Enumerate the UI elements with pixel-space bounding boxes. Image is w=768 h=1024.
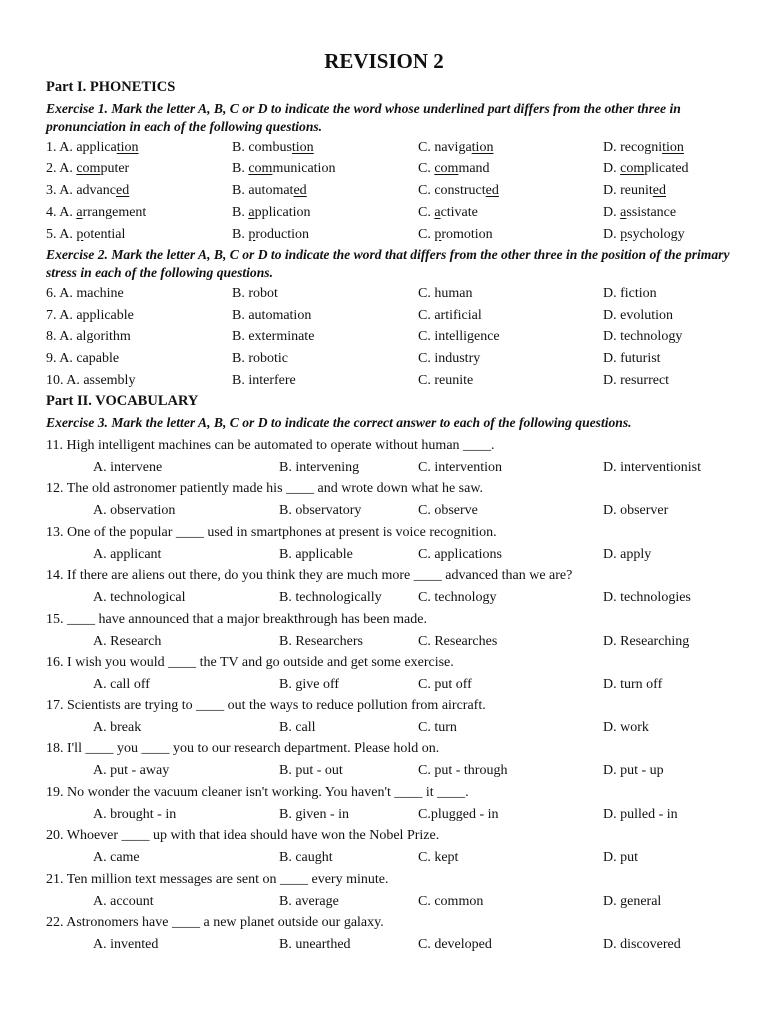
answer-option <box>46 159 129 179</box>
answer-option <box>46 225 125 245</box>
answer-option: A. invented <box>93 937 159 952</box>
options-row <box>0 545 768 565</box>
answer-option: D. futurist <box>603 351 661 366</box>
answer-option: A. technological <box>93 590 186 605</box>
underlined-sound: a <box>248 205 255 220</box>
answer-option: D. technology <box>603 329 683 344</box>
answer-option <box>232 138 314 158</box>
option-text: 3. A. <box>46 183 77 198</box>
answer-option: C. observe <box>418 503 478 518</box>
answer-option: 6. A. machine <box>46 286 124 301</box>
option-text: munication <box>272 161 336 176</box>
question-stem: 12. The old astronomer patiently made his ____ and wrote down what he saw. <box>46 481 484 496</box>
answer-option: D. turn off <box>603 677 663 692</box>
question-row <box>0 181 768 201</box>
answer-option: A. brought - in <box>93 807 177 822</box>
option-text: B. <box>232 227 249 242</box>
answer-option <box>418 138 493 158</box>
answer-option: D. resurrect <box>603 373 670 388</box>
underlined-sound: com <box>620 161 645 176</box>
option-text: applica <box>76 140 117 155</box>
answer-option <box>46 181 129 201</box>
answer-option: D. put <box>603 850 638 865</box>
option-text: C. <box>418 205 435 220</box>
answer-option: C. technology <box>418 590 497 605</box>
answer-option: B. Researchers <box>279 634 363 649</box>
underlined-sound: p <box>248 227 256 242</box>
option-text: D. <box>603 161 621 176</box>
answer-option <box>418 225 493 245</box>
answer-option: A. put - away <box>93 763 170 778</box>
answer-option: B. automation <box>232 308 312 323</box>
answer-option: C. intervention <box>418 460 502 475</box>
answer-option: 10. A. assembly <box>46 373 136 388</box>
question-row <box>0 371 768 391</box>
option-text: C. <box>418 183 435 198</box>
options-row <box>0 632 768 652</box>
answer-option: D. fiction <box>603 286 657 301</box>
section-heading: Part I. PHONETICS <box>46 79 176 95</box>
question-stem: 17. Scientists are trying to ____ out the ways to reduce pollution from aircraft. <box>46 698 486 713</box>
question-stem: 19. No wonder the vacuum cleaner isn't working. You haven't ____ it ____. <box>46 785 469 800</box>
option-text: pplication <box>254 205 311 220</box>
options-row <box>0 892 768 912</box>
option-text: B. <box>232 140 249 155</box>
answer-option: D. Researching <box>603 634 690 649</box>
underlined-sound: p <box>434 227 442 242</box>
answer-option: D. discovered <box>603 937 681 952</box>
answer-option: 8. A. algorithm <box>46 329 131 344</box>
answer-option: B. put - out <box>279 763 343 778</box>
question-stem: 11. High intelligent machines can be automated to operate without human ____. <box>46 438 495 453</box>
question-row <box>0 138 768 158</box>
option-text: plicated <box>644 161 689 176</box>
answer-option <box>418 181 499 201</box>
answer-option: B. intervening <box>279 460 360 475</box>
underlined-sound: ed <box>293 183 307 198</box>
section-heading: Part II. VOCABULARY <box>46 393 199 409</box>
answer-option: C. artificial <box>418 308 482 323</box>
option-text: combus <box>248 140 292 155</box>
underlined-sound: p <box>620 227 628 242</box>
answer-option <box>603 225 685 245</box>
answer-option: B. robot <box>232 286 278 301</box>
answer-option: B. caught <box>279 850 333 865</box>
underlined-sound: ed <box>652 183 666 198</box>
underlined-sound: com <box>248 161 273 176</box>
underlined-sound: ed <box>485 183 499 198</box>
options-row <box>0 935 768 955</box>
answer-option: B. observatory <box>279 503 362 518</box>
answer-option: A. Research <box>93 634 162 649</box>
option-text: D. <box>603 227 621 242</box>
answer-option: C. developed <box>418 937 492 952</box>
underlined-sound: tion <box>291 140 314 155</box>
question-row <box>0 159 768 179</box>
underlined-sound: p <box>76 227 84 242</box>
answer-option <box>418 159 490 179</box>
answer-option: C. turn <box>418 720 457 735</box>
answer-option: B. robotic <box>232 351 288 366</box>
option-text: naviga <box>434 140 472 155</box>
answer-option: C. reunite <box>418 373 474 388</box>
underlined-sound: tion <box>662 140 684 155</box>
question-stem: 16. I wish you would ____ the TV and go outside and get some exercise. <box>46 655 454 670</box>
question-stem: 18. I'll ____ you ____ you to our research department. Please hold on. <box>46 741 440 756</box>
answer-option: A. observation <box>93 503 176 518</box>
answer-option <box>418 203 478 223</box>
answer-option <box>232 159 335 179</box>
answer-option: C. human <box>418 286 473 301</box>
underlined-sound: com <box>434 161 459 176</box>
question-row <box>0 306 768 326</box>
options-row <box>0 458 768 478</box>
answer-option <box>603 203 676 223</box>
answer-option: B. give off <box>279 677 340 692</box>
options-row <box>0 675 768 695</box>
question-stem: 22. Astronomers have ____ a new planet outside our galaxy. <box>46 915 384 930</box>
answer-option: C. industry <box>418 351 481 366</box>
answer-option: C. applications <box>418 547 502 562</box>
option-text: roduction <box>255 227 309 242</box>
answer-option: D. pulled - in <box>603 807 678 822</box>
answer-option <box>603 159 689 179</box>
question-stem: 15. ____ have announced that a major breakthrough has been made. <box>46 612 427 627</box>
answer-option <box>232 203 311 223</box>
option-text: D. <box>603 183 621 198</box>
question-stem: 14. If there are aliens out there, do you think they are much more ____ advanced than we are? <box>46 568 573 583</box>
option-text: rrangement <box>82 205 147 220</box>
question-stem: 20. Whoever ____ up with that idea should have won the Nobel Prize. <box>46 828 440 843</box>
answer-option: A. account <box>93 894 154 909</box>
option-text: recogni <box>620 140 663 155</box>
answer-option <box>603 138 684 158</box>
answer-option: D. evolution <box>603 308 673 323</box>
answer-option <box>232 181 307 201</box>
option-text: C. <box>418 227 435 242</box>
question-stem: 13. One of the popular ____ used in smartphones at present is voice recognition. <box>46 525 497 540</box>
option-text: mand <box>458 161 490 176</box>
answer-option <box>46 203 146 223</box>
answer-option: A. break <box>93 720 142 735</box>
options-row <box>0 501 768 521</box>
answer-option <box>603 181 666 201</box>
question-row <box>0 349 768 369</box>
answer-option: B. applicable <box>279 547 353 562</box>
option-text: B. <box>232 183 249 198</box>
answer-option: C. intelligence <box>418 329 500 344</box>
options-row <box>0 718 768 738</box>
answer-option: 9. A. capable <box>46 351 120 366</box>
answer-option: C. common <box>418 894 484 909</box>
answer-option: D. apply <box>603 547 652 562</box>
exercise-instruction: Exercise 3. Mark the letter A, B, C or D to indicate the correct answer to each of the following questions. <box>46 415 632 430</box>
option-text: B. <box>232 161 249 176</box>
answer-option: B. interfere <box>232 373 296 388</box>
question-stem: 21. Ten million text messages are sent on ____ every minute. <box>46 872 389 887</box>
answer-option: C. kept <box>418 850 459 865</box>
answer-option: C. put - through <box>418 763 508 778</box>
underlined-sound: a <box>620 205 627 220</box>
answer-option: B. technologically <box>279 590 382 605</box>
exercise-instruction: Exercise 2. Mark the letter A, B, C or D to indicate the word that differs from the other three in the position of the primary stress in each of the following questions. <box>46 247 730 280</box>
answer-option: D. general <box>603 894 662 909</box>
question-row <box>0 225 768 245</box>
option-text: D. <box>603 140 621 155</box>
answer-option <box>232 225 309 245</box>
option-text: ctivate <box>440 205 478 220</box>
options-row <box>0 761 768 781</box>
answer-option: A. intervene <box>93 460 163 475</box>
question-row <box>0 284 768 304</box>
underlined-sound: a <box>76 205 83 220</box>
options-row <box>0 588 768 608</box>
option-text: C. <box>418 140 435 155</box>
answer-option: C.plugged - in <box>418 807 499 822</box>
option-text: 5. A. <box>46 227 77 242</box>
option-text: puter <box>100 161 130 176</box>
page-title: REVISION 2 <box>324 49 444 73</box>
answer-option: D. work <box>603 720 649 735</box>
options-row <box>0 805 768 825</box>
option-text: automat <box>248 183 294 198</box>
answer-option: D. interventionist <box>603 460 701 475</box>
answer-option: D. put - up <box>603 763 664 778</box>
option-text: sychology <box>627 227 685 242</box>
question-row <box>0 327 768 347</box>
answer-option: B. call <box>279 720 316 735</box>
answer-option: A. came <box>93 850 140 865</box>
answer-option: C. put off <box>418 677 472 692</box>
option-text: 2. A. <box>46 161 77 176</box>
answer-option: B. given - in <box>279 807 349 822</box>
question-row <box>0 203 768 223</box>
underlined-sound: tion <box>471 140 494 155</box>
option-text: romotion <box>441 227 493 242</box>
option-text: 4. A. <box>46 205 77 220</box>
answer-option: A. applicant <box>93 547 162 562</box>
option-text: ssistance <box>626 205 677 220</box>
answer-option: B. exterminate <box>232 329 315 344</box>
answer-option: C. Researches <box>418 634 498 649</box>
answer-option: D. observer <box>603 503 669 518</box>
underlined-sound: ed <box>116 183 130 198</box>
option-text: reunit <box>620 183 653 198</box>
underlined-sound: com <box>76 161 101 176</box>
option-text: 1. A. <box>46 140 77 155</box>
answer-option: B. average <box>279 894 339 909</box>
answer-option: B. unearthed <box>279 937 351 952</box>
answer-option: A. call off <box>93 677 150 692</box>
option-text: D. <box>603 205 621 220</box>
answer-option: D. technologies <box>603 590 691 605</box>
option-text: C. <box>418 161 435 176</box>
underlined-sound: tion <box>116 140 139 155</box>
option-text: B. <box>232 205 249 220</box>
options-row <box>0 848 768 868</box>
underlined-sound: a <box>434 205 441 220</box>
option-text: construct <box>434 183 486 198</box>
exercise-instruction: Exercise 1. Mark the letter A, B, C or D to indicate the word whose underlined part differs from the other three in pronunciation in each of the following questions. <box>46 101 681 134</box>
option-text: advanc <box>76 183 116 198</box>
answer-option <box>46 138 139 158</box>
answer-option: 7. A. applicable <box>46 308 134 323</box>
option-text: otential <box>83 227 126 242</box>
